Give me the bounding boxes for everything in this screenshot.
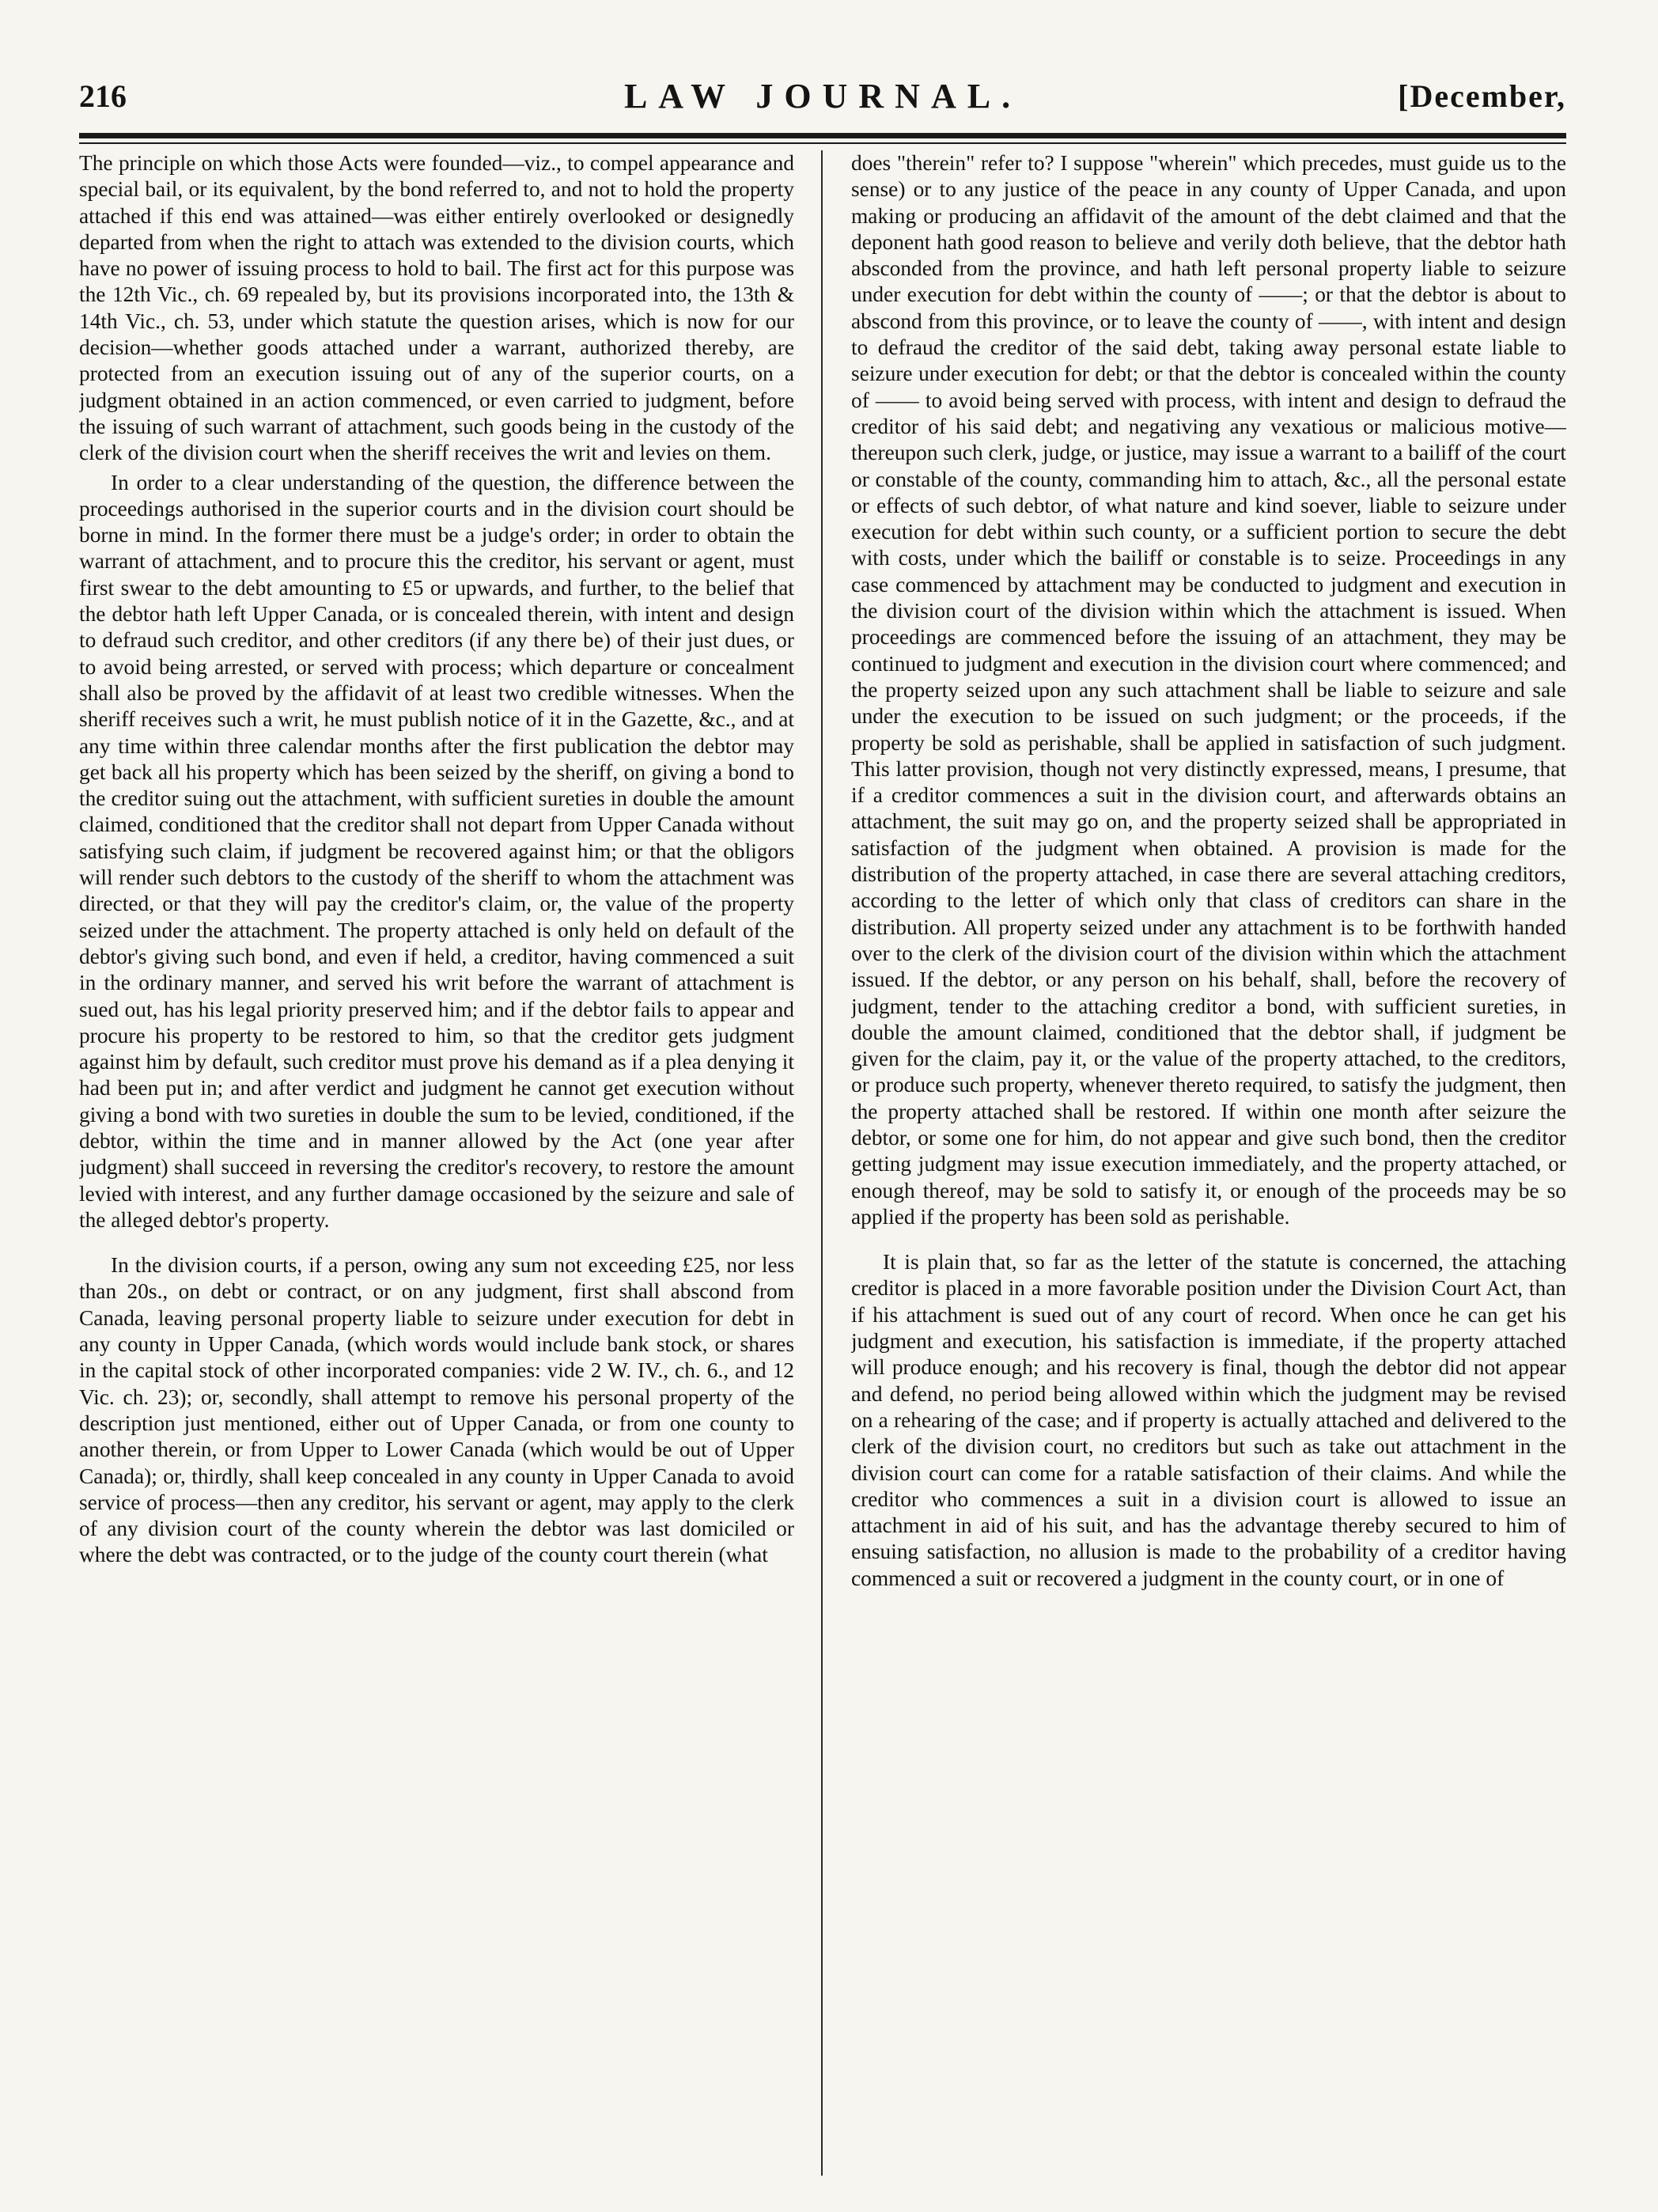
paragraph: In the division courts, if a person, owing any sum not exceeding £25, nor less than 20s., on debt or contract, or on any judgment, first shall abscond from Canada, leaving personal property liable to seizure under execution for debt in any county in Upper Canada, (which words would include bank stock, or shares in the capital stock of other incorporated companies: vide 2 W. IV., ch. 6., and 12 Vic. ch. 23); or, secondly, shall attempt to remove his personal property of the description just mentioned, either out of Upper Canada, or from one county to another therein, or from Upper to Lower Canada (which would be out of Upper Canada); or, thirdly, shall keep concealed in any county in Upper Canada to avoid service of process—then any creditor, his servant or agent, may apply to the clerk of any division court of the county wherein the debtor was last domiciled or where the debt was contracted, or to the judge of the county court therein (what	[79, 1253, 794, 1567]
page-number: 216	[79, 78, 127, 114]
header-rule-thick	[79, 133, 1566, 138]
journal-page	[79, 76, 1566, 2180]
column-divider	[821, 150, 823, 2176]
paragraph: does "therein" refer to? I suppose "wherein" which precedes, must guide us to the sense) or to any justice of the peace in any county of Upper Canada, and upon making or producing an affidavit of the amount of the debt claimed and that the deponent hath good reason to believe and verily doth believe, that the debtor hath absconded from the province, and hath left personal property liable to seizure under execution for debt within the county of ——; or that the debtor is about to abscond from this province, or to leave the county of ——, with intent and design to defraud the creditor of the said debt, taking away personal estate liable to seizure under execution for debt; or that the debtor is concealed within the county of —— to avoid being served with process, with intent and design to defraud the creditor of his said debt; and negativing any vexatious or malicious motive—thereupon such clerk, judge, or justice, may issue a warrant to a bailiff of the court or constable of the county, commanding him to attach, &c., all the personal estate or effects of such debtor, of what nature and kind soever, liable to seizure under execution for debt within such county, or a sufficient portion to secure the debt with costs, under which the bailiff or constable is to seize. Proceedings in any case commenced by attachment may be conducted to judgment and execution in the division court of the division within which the attachment is issued. When proceedings are commenced before the issuing of an attachment, they may be continued to judgment and execution in the division court where commenced; and the property seized upon any such attachment shall be liable to seizure and sale under the execution to be issued on such judgment; or the proceeds, if the property be sold as perishable, shall be applied in satisfaction of such judgment. This latter provision, though not very distinctly expressed, means, I presume, that if a creditor commences a suit in the division court, and afterwards obtains an attachment, the suit may go on, and the property seized shall be appropriated in satisfaction of the judgment when obtained. A provision is made for the distribution of the property attached, in case there are several attaching creditors, according to the letter of which only that class of creditors can share in the distribution. All property seized under any attachment is to be forthwith handed over to the clerk of the division court of the division within which the attachment issued. If the debtor, or any person on his behalf, shall, before the recovery of judgment, tender to the attaching creditor a bond, with sufficient sureties, in double the amount claimed, conditioned that the debtor shall, if judgment be given for the claim, pay it, or the value of the property attached, to the creditors, or produce such property, whenever thereto required, to satisfy the judgment, then the property attached shall be restored. If within one month after seizure the debtor, or some one for him, do not appear and give such bond, then the creditor getting judgment may issue execution immediately, and the property attached, or enough thereof, may be sold to satisfy it, or enough of the proceeds may be so applied if the property has been sold as perishable.	[851, 151, 1566, 1229]
journal-title: LAW JOURNAL.	[623, 77, 1022, 116]
paragraph: In order to a clear understanding of the question, the difference between the proceedings authorised in the superior courts and in the division court should be borne in mind. In the former there must be a judge's order; in order to obtain the warrant of attachment, and to procure this the creditor, his servant or agent, must first swear to the debt amounting to £5 or upwards, and further, to the belief that the debtor hath left Upper Canada, or is concealed therein, with intent and design to defraud such creditor, and other creditors (if any there be) of their just dues, or to avoid being arrested, or served with process; which departure or concealment shall also be proved by the affidavit of at least two credible witnesses. When the sheriff receives such a writ, he must publish notice of it in the Gazette, &c., and at any time within three calendar months after the first publication the debtor may get back all his property which has been seized by the sheriff, on giving a bond to the creditor suing out the attachment, with sufficient sureties in double the amount claimed, conditioned that the creditor shall not depart from Upper Canada without satisfying such claim, if judgment be recovered against him; or that the obligors will render such debtors to the custody of the sheriff to whom the attachment was directed, or that they will pay the creditor's claim, or, the value of the property seized under the attachment. The property attached is only held on default of the debtor's giving such bond, and even if held, a creditor, having commenced a suit in the ordinary manner, and served his writ before the warrant of attachment is sued out, has his legal priority preserved him; and if the debtor fails to appear and procure his property to be restored to him, so that the creditor gets judgment against him by default, such creditor must prove his demand as if a plea denying it had been put in; and after verdict and judgment he cannot get execution without giving a bond with two sureties in double the sum to be levied, conditioned, if the debtor, within the time and in manner allowed by the Act (one year after judgment) shall succeed in reversing the creditor's recovery, to restore the amount levied with interest, and any further damage occasioned by the seizure and sale of the alleged debtor's property.	[79, 470, 794, 1232]
right-column	[851, 150, 1566, 2176]
paragraph: The principle on which those Acts were founded—viz., to compel appearance and special bail, or its equivalent, by the bond referred to, and not to hold the property attached if this end was attained—was either entirely overlooked or designedly departed from when the right to attach was extended to the division courts, which have no power of issuing process to hold to bail. The first act for this purpose was the 12th Vic., ch. 69 repealed by, but its provisions incorporated into, the 13th & 14th Vic., ch. 53, under which statute the question arises, which is now for our decision—whether goods attached under a warrant, authorized thereby, are protected from an execution issuing out of any of the superior courts, on a judgment obtained in an action commenced, or even carried to judgment, before the issuing of such warrant of attachment, such goods being in the custody of the clerk of the division court when the sheriff receives the writ and levies on them.	[79, 151, 794, 465]
header-month: [December,	[1398, 78, 1566, 114]
text-columns	[79, 150, 1566, 2176]
running-header	[79, 76, 1566, 131]
left-column	[79, 150, 794, 2176]
header-rule-thin	[79, 142, 1566, 144]
paragraph: It is plain that, so far as the letter of the statute is concerned, the attaching creditor is placed in a more favorable position under the Division Court Act, than if his attachment is sued out of any court of record. When once he can get his judgment and execution, his satisfaction is immediate, if the property attached will produce enough; and his recovery is final, though the debtor did not appear and defend, no period being allowed within which the judgment may be revised on a rehearing of the case; and if property is actually attached and delivered to the clerk of the division court, no creditors but such as take out attachment in the division court can come for a ratable satisfaction of their claims. And while the creditor who commences a suit in a division court is allowed to issue an attachment in aid of his suit, and has the advantage thereby secured to him of ensuing satisfaction, no allusion is made to the probability of a creditor having commenced a suit or recovered a judgment in the county court, or in one of	[851, 1250, 1566, 1590]
